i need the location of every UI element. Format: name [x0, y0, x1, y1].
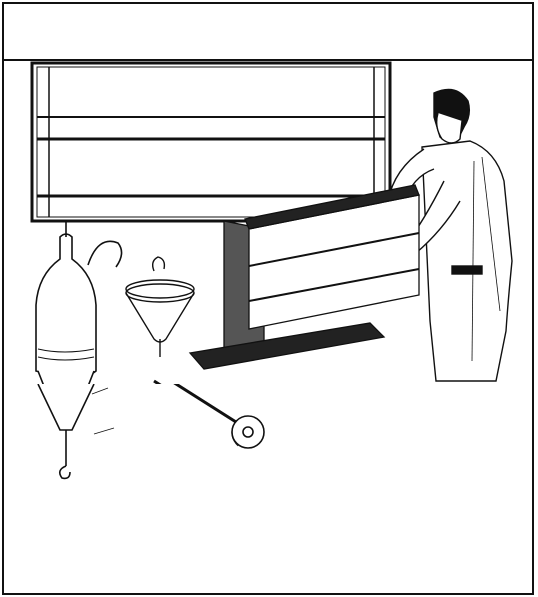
- tape-band-detail: [126, 257, 194, 357]
- article-frame: [2, 2, 534, 595]
- mallet-lower: [154, 384, 264, 448]
- intro-column: [18, 514, 273, 516]
- bottle-funnel-end: [38, 384, 94, 430]
- bottle-cross-section: [36, 221, 122, 384]
- assembly-rack-drawing: [32, 63, 390, 221]
- bottle-phone-illustration: [4, 61, 534, 384]
- lower-illustration: [4, 384, 284, 514]
- article-title: [4, 8, 532, 56]
